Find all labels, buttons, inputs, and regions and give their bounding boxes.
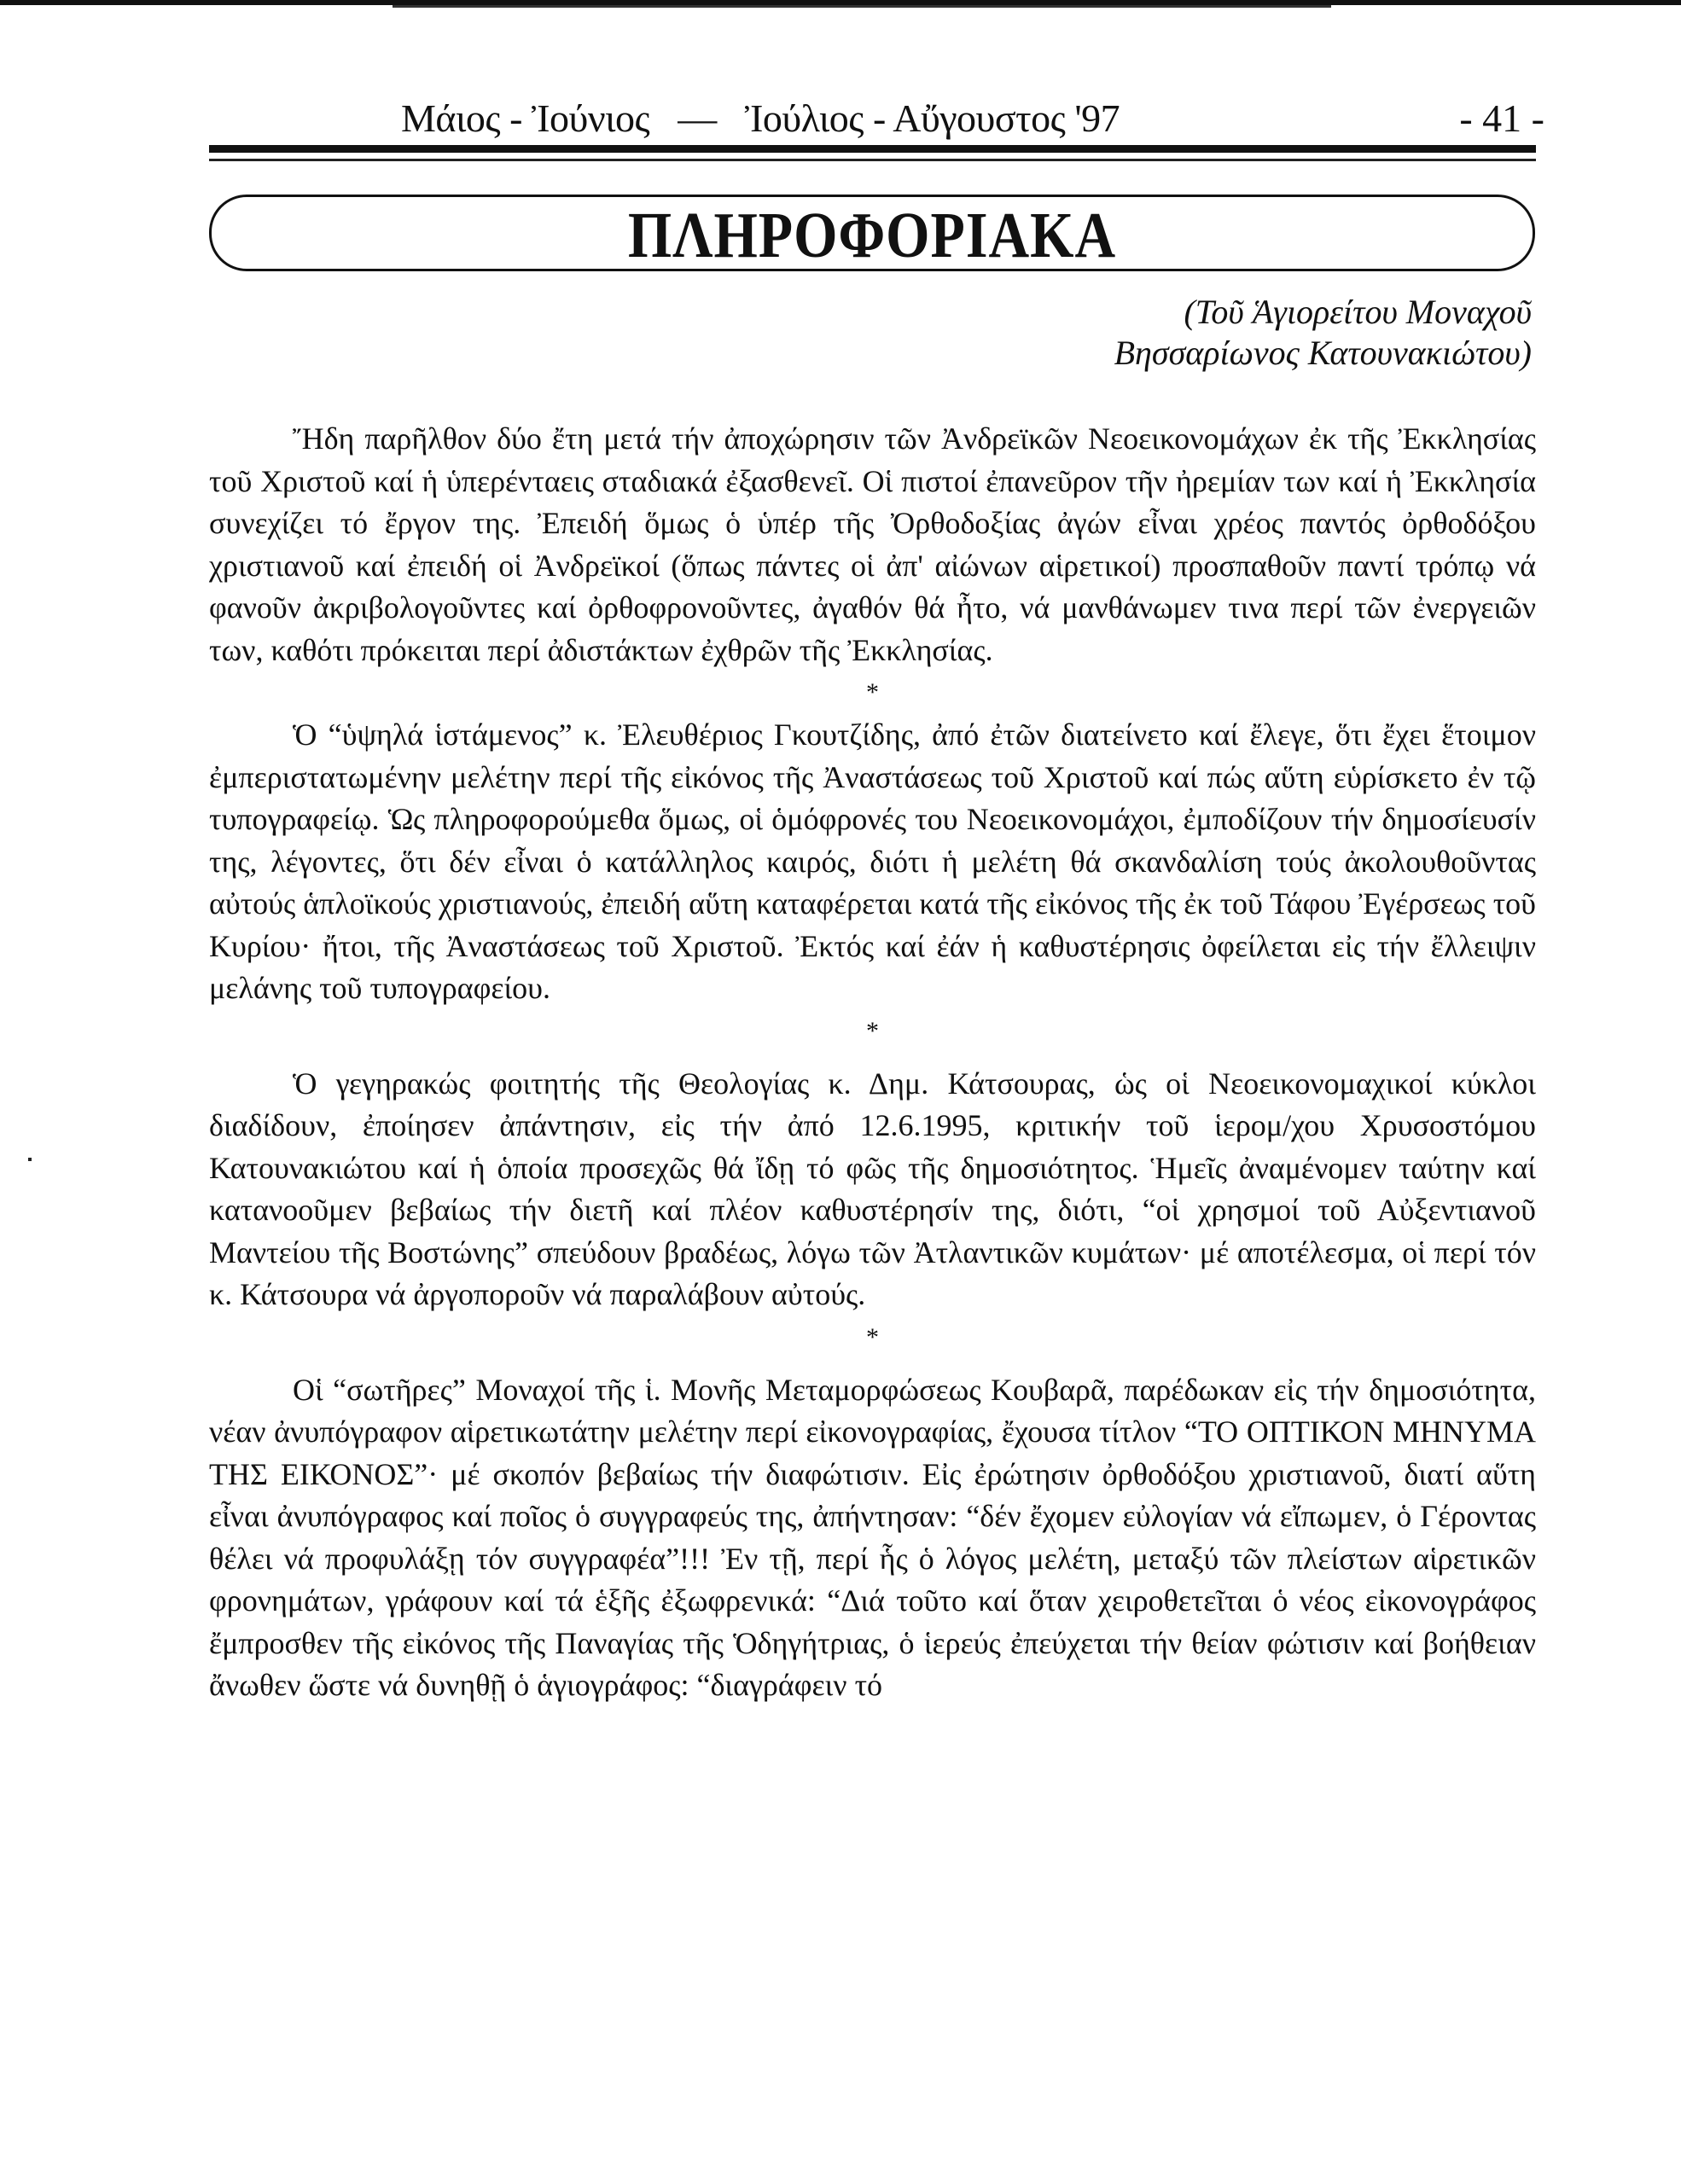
paragraph-1: Ἤδη παρῆλθον δύο ἔτη μετά τήν ἀποχώρησιν τῶν Ἀνδρεϊκῶν Νεοεικονομάχων ἐκ τῆς Ἐκκλησίας τοῦ Χριστοῦ καί ἡ ὑπερένταεις σταδιακά ἐξασθενεῖ. Οἱ πιστοί ἐπανεῦρον τῆν ἠρεμίαν των καί ἡ Ἐκκλησία συνεχίζει τό ἔργον της. Ἐπειδή ὅμως ὁ ὑπέρ τῆς Ὀρθοδοξίας ἀγών εἶναι χρέος παντός ὀρθοδόξου χριστιανοῦ καί ἐπειδή οἱ Ἀνδρεϊκοί (ὅπως πάντες οἱ ἀπ' αἰώνων αἱρετικοί) προσπαθοῦν παντί τρόπῳ νά φανοῦν ἀκριβολογοῦντες καί ὀρθοφρονοῦντες, ἀγαθόν θά ἦτο, νά μανθάνωμεν τινα περί τῶν ἐνεργειῶν των, καθότι πρόκειται περί ἀδιστάκτων ἐχθρῶν τῆς Ἐκκλησίας.: [209, 421, 1536, 667]
scan-edge-top-inner: [393, 5, 1331, 8]
separator-asterisk: *: [866, 678, 879, 706]
issue-dates: Μάιος - Ἰούνιος — Ἰούλιος - Αὔγουστος '97: [401, 96, 1120, 140]
scan-speck: [28, 1158, 32, 1161]
article-body: [209, 418, 1536, 1707]
separator-asterisk: *: [866, 1016, 879, 1045]
header-rule-thin: [209, 159, 1536, 161]
paragraph-4: Οἱ “σωτῆρες” Μοναχοί τῆς ἱ. Μονῆς Μεταμορφώσεως Κουβαρᾶ, παρέδωκαν εἰς τήν δημοσιότητα, νέαν ἀνυπόγραφον αἱρετικωτάτην μελέτην περί εἰκονογραφίας, ἔχουσα τίτλον “ΤΟ ΟΠΤΙΚΟΝ ΜΗΝΥΜΑ ΤΗΣ ΕΙΚΟΝΟΣ”· μέ σκοπόν βεβαίως τήν διαφώτισιν. Εἰς ἐρώτησιν ὀρθοδόξου χριστιανοῦ, διατί αὕτη εἶναι ἀνυπόγραφος καί ποῖος ὁ συγγραφεύς της, ἀπήντησαν: “δέν ἔχομεν εὐλογίαν νά εἴπωμεν, ὁ Γέροντας θέλει νά προφυλάξῃ τόν συγγραφέα”!!! Ἐν τῇ, περί ἧς ὁ λόγος μελέτη, μεταξύ τῶν πλείστων αἱρετικῶν φρονημάτων, γράφουν καί τά ἑξῆς ἐξωφρενικά: “Διά τοῦτο καί ὅταν χειροθετεῖται ὁ νέος εἰκονογράφος ἔμπροσθεν τῆς εἰκόνος τῆς Παναγίας τῆς Ὁδηγήτριας, ὁ ἱερεύς ἐπεύχεται τήν θείαν φώτισιν καί βοήθειαν ἄνωθεν ὥστε νά δυνηθῇ ὁ ἁγιογράφος: “διαγράφειν τό: [209, 1372, 1536, 1702]
author-line-1: (Τοῦ Ἁγιορείτου Μοναχοῦ: [1184, 293, 1532, 331]
paragraph-3: Ὁ γεγηρακώς φοιτητής τῆς Θεολογίας κ. Δημ. Κάτσουρας, ὡς οἱ Νεοεικονομαχικοί κύκλοι διαδίδουν, ἐποίησεν ἀπάντησιν, εἰς τήν ἀπό 12.6.1995, κριτικήν τοῦ ἱερομ/χου Χρυσοστόμου Κατουνακιώτου καί ἡ ὁποία προσεχῶς θά ἴδῃ τό φῶς τῆς δημοσιότητος. Ἡμεῖς ἀναμένομεν ταύτην καί κατανοοῦμεν βεβαίως τήν διετῆ καί πλέον καθυστέρησίν της, διότι, “οἱ χρησμοί τοῦ Αὐξεντιανοῦ Μαντείου τῆς Βοστώνης” σπεύδουν βραδέως, λόγω τῶν Ἀτλαντικῶν κυμάτων· μέ αποτέλεσμα, οἱ περί τόν κ. Κάτσουρα νά ἀργοποροῦν νά παραλάβουν αὐτούς.: [209, 1066, 1536, 1311]
running-header: [401, 96, 1544, 147]
separator-asterisk: *: [866, 1322, 879, 1351]
author-byline: [1114, 292, 1532, 374]
section-title: ΠΛΗΡΟΦΟΡΙΑΚΑ: [627, 200, 1117, 272]
page-number: - 41 -: [1459, 96, 1544, 140]
section-title-box: [209, 195, 1535, 271]
author-line-2: Βησσαρίωνος Κατουνακιώτου): [1114, 334, 1532, 372]
header-rule-thick: [209, 145, 1536, 153]
paragraph-2: Ὁ “ὑψηλά ἱστάμενος” κ. Ἐλευθέριος Γκουτζίδης, ἀπό ἐτῶν διατείνετο καί ἔλεγε, ὅτι ἔχει ἕτοιμον ἐμπεριστατωμένην μελέτην περί τῆς εἰκόνος τῆς Ἀναστάσεως τοῦ Χριστοῦ καί πώς αὕτη εὑρίσκετο ἐν τῷ τυπογραφείῳ. Ὡς πληροφορούμεθα ὅμως, οἱ ὁμόφρονές του Νεοεικονομάχοι, ἐμποδίζουν τήν δημοσίευσίν της, λέγοντες, ὅτι δέν εἶναι ὁ κατάλληλος καιρός, διότι ἡ μελέτη θά σκανδαλίση τούς ἀκολουθοῦντας αὐτούς ἁπλοϊκούς χριστιανούς, ἐπειδή αὕτη καταφέρεται κατά τῆς εἰκόνος τῆς ἐκ τοῦ Τάφου Ἐγέρσεως τοῦ Κυρίου· ἤτοι, τῆς Ἀναστάσεως τοῦ Χριστοῦ. Ἐκτός καί ἐάν ἡ καθυστέρησις ὀφείλεται εἰς τήν ἔλλειψιν μελάνης τοῦ τυπογραφείου.: [209, 717, 1536, 1005]
